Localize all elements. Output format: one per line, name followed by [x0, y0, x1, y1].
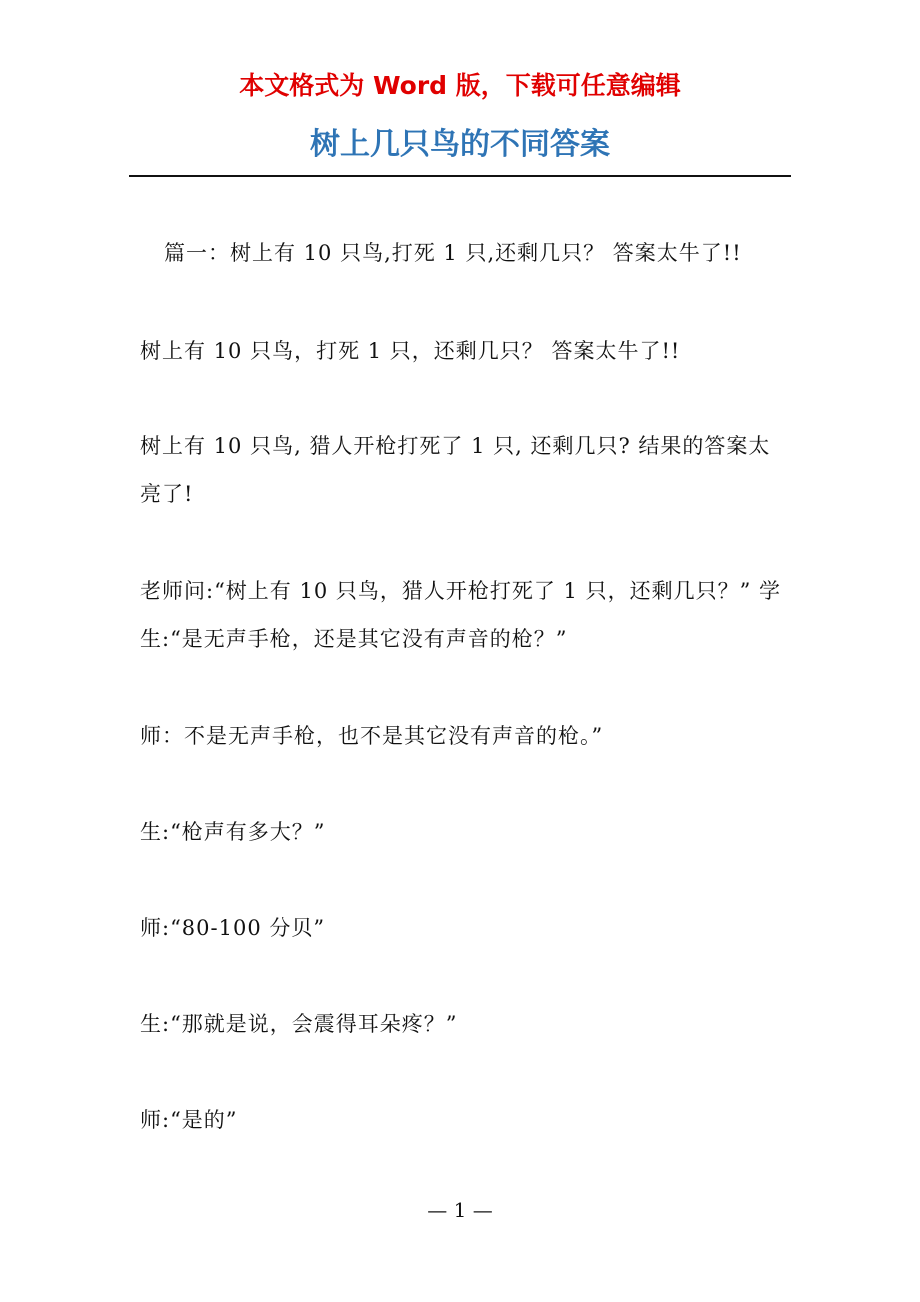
title-divider [129, 175, 791, 177]
paragraph-7: 师:“80-100 分贝” [140, 916, 326, 940]
paragraph-8: 生:“那就是说，会震得耳朵疼？” [140, 1012, 458, 1036]
paragraph-1: 篇一：树上有 10 只鸟,打死 1 只,还剩几只？ 答案太牛了!! [164, 241, 742, 265]
paragraph-5: 师：不是无声手枪，也不是其它没有声音的枪。” [140, 724, 604, 748]
paragraph-4: 老师问:“树上有 10 只鸟，猎人开枪打死了 1 只，还剩几只？” 学生:“是无声手枪，还是其它没有声音的枪？” [140, 579, 782, 651]
page-number: — 1 — [427, 1198, 493, 1222]
paragraph-9: 师:“是的” [140, 1108, 238, 1132]
paragraph-3: 树上有 10 只鸟, 猎人开枪打死了 1 只, 还剩几只? 结果的答案太亮了! [140, 434, 771, 506]
download-banner: 本文格式为 Word 版，下载可任意编辑 [239, 71, 681, 100]
paragraph-6: 生:“枪声有多大？” [140, 820, 326, 844]
paragraph-2: 树上有 10 只鸟，打死 1 只，还剩几只？ 答案太牛了!! [140, 339, 681, 363]
document-title: 树上几只鸟的不同答案 [310, 127, 610, 162]
